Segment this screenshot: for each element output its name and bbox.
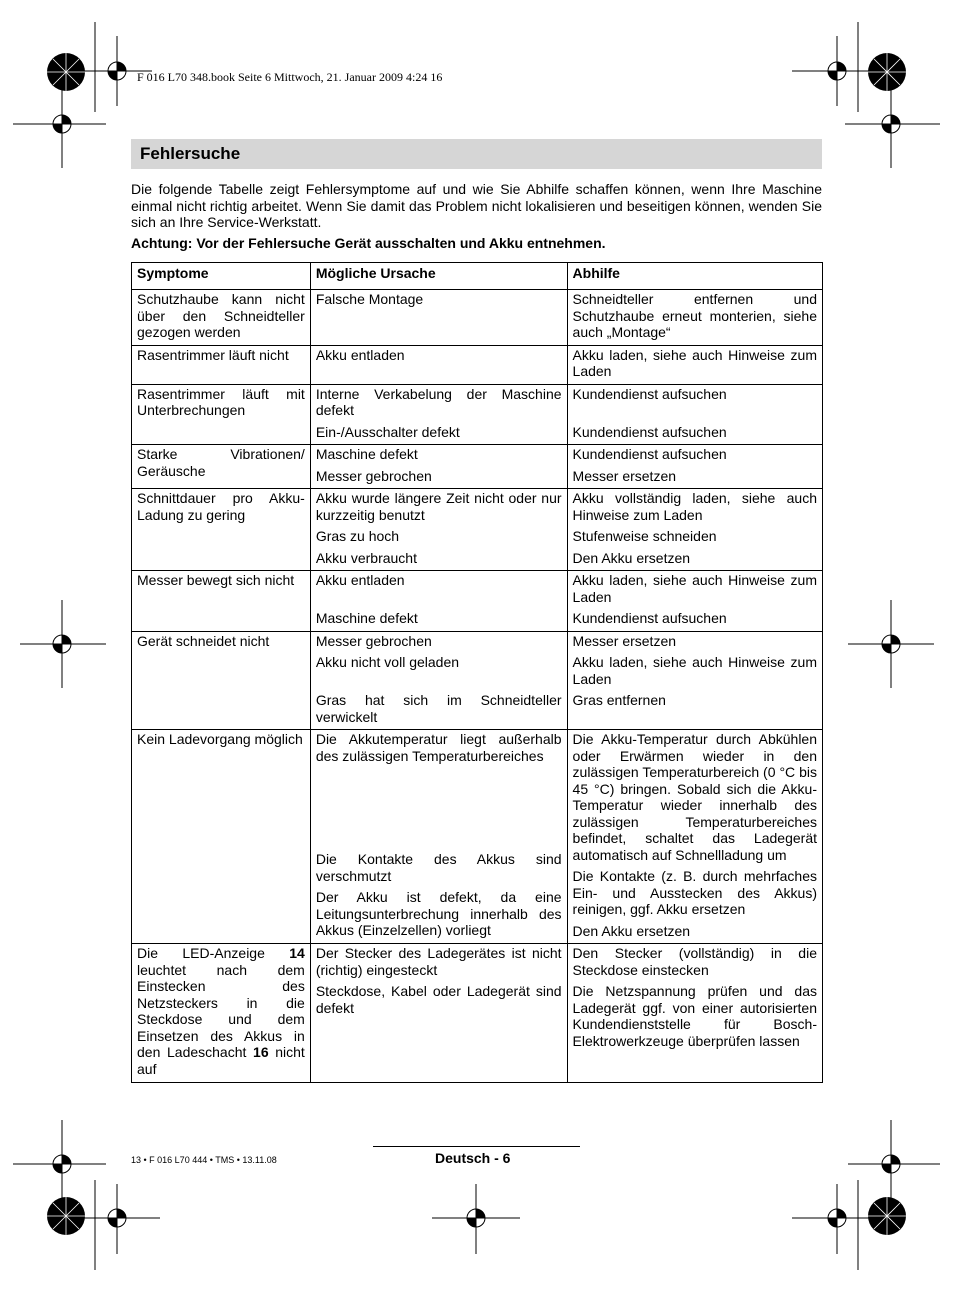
cause-cell: Die Akkutemperatur liegt außerhalb des zulässigen Temperaturbereiches: [315, 731, 562, 764]
remedy-cell: Den Akku ersetzen: [572, 549, 691, 566]
cause-cell: Falsche Montage: [315, 291, 424, 307]
table-header-row: [132, 263, 823, 290]
cause-cell: Akku wurde längere Zeit nicht oder nur kurzzeitig benutzt: [315, 490, 562, 523]
remedy-cell: Kundendienst aufsuchen: [572, 446, 727, 462]
symptom-cell: Die LED-Anzeige 14 leuchtet nach dem Einstecken des Netzsteckers in die Steckdose und dem Einsetzen des Akkus in den Ladeschacht 16 nicht auf: [137, 945, 305, 1077]
remedy-cell: Den Akku ersetzen: [572, 922, 691, 939]
remedy-cell: Akku laden, siehe auch Hinweise zum Laden: [572, 654, 817, 687]
cause-cell: Der Stecker des Ladegerätes ist nicht (richtig) eingesteckt: [315, 945, 562, 978]
remedy-cell: Die Akku-Temperatur durch Abkühlen oder Erwärmen wieder in den zulässigen Temperaturbereich (0 °C bis 45 °C) bringen. Sobald sich die Akku-Temperatur wieder innerhalb des zulässigen Temperaturbereiches befindet, schaltet das Ladegerät automatisch auf Schnellladung um: [572, 731, 817, 863]
remedy-cell: Kundendienst aufsuchen: [572, 610, 727, 626]
cause-cell: Akku verbraucht: [315, 549, 417, 566]
cause-cell: Akku entladen: [315, 346, 405, 363]
symptom-cell: Starke Vibrationen/ Geräusche: [137, 446, 305, 479]
remedy-cell: Gras entfernen: [572, 692, 666, 708]
table-row: [132, 345, 823, 384]
file-info-line: F 016 L70 348.book Seite 6 Mittwoch, 21. Januar 2009 4:24 16: [137, 70, 443, 84]
table-row: [132, 944, 823, 1083]
symptom-cell: Kein Ladevorgang möglich: [137, 731, 303, 747]
column-header-symptom: Symptome: [132, 263, 311, 290]
remedy-cell: Akku vollständig laden, siehe auch Hinweise zum Laden: [572, 490, 817, 523]
intro-paragraph: Die folgende Tabelle zeigt Fehlersymptome auf und wie Sie Abhilfe schaffen können, wenn Ihre Maschine einmal nicht richtig arbeitet. Wenn Sie damit das Problem nicht lokalisieren und beseitigen können, wenden Sie sich an Ihre Service-Werkstatt.: [131, 181, 822, 230]
remedy-cell: Kundendienst aufsuchen: [572, 423, 727, 440]
remedy-cell: Kundendienst aufsuchen: [572, 385, 727, 402]
cause-cell: Ein-/Ausschalter defekt: [315, 423, 460, 440]
symptom-cell: Gerät schneidet nicht: [137, 632, 270, 649]
remedy-cell: Akku laden, siehe auch Hinweise zum Laden: [572, 346, 817, 379]
footer-rule: [373, 1146, 580, 1147]
cause-cell: Gras hat sich im Schneidteller verwickelt: [315, 692, 562, 725]
symptom-cell: Rasentrimmer läuft nicht: [137, 346, 289, 363]
table-row: [132, 445, 823, 489]
table-row: [132, 384, 823, 445]
table-row: [132, 290, 823, 346]
cause-cell: Messer gebrochen: [315, 632, 432, 649]
remedy-cell: Schneidteller entfernen und Schutzhaube erneut monterien, siehe auch „Montage“: [572, 291, 817, 340]
remedy-cell: Den Stecker (vollständig) in die Steckdose einstecken: [572, 945, 817, 978]
remedy-cell: Die Netzspannung prüfen und das Ladegerät ggf. von einer autorisierten Kundendienststelle für Bosch-Elektrowerkzeuge überprüfen lassen: [572, 983, 817, 1049]
remedy-cell: Messer ersetzen: [572, 467, 677, 484]
cause-cell: Steckdose, Kabel oder Ladegerät sind defekt: [315, 983, 562, 1016]
table-row: [132, 489, 823, 571]
troubleshooting-table: [131, 262, 823, 1083]
section-header-bar: [131, 139, 822, 169]
doc-code: 13 • F 016 L70 444 • TMS • 13.11.08: [131, 1155, 277, 1165]
remedy-cell: Stufenweise schneiden: [572, 528, 717, 544]
cause-cell: Interne Verkabelung der Maschine defekt: [315, 385, 562, 418]
cause-cell: Der Akku ist defekt, da eine Leitungsunterbrechung innerhalb des Akkus (Einzelzellen) vorliegt: [315, 889, 562, 938]
warning-text: Achtung: Vor der Fehlersuche Gerät ausschalten und Akku entnehmen.: [131, 235, 606, 251]
cause-cell: Akku nicht voll geladen: [315, 654, 460, 670]
column-header-remedy: Abhilfe: [567, 263, 822, 290]
cause-cell: Die Kontakte des Akkus sind verschmutzt: [315, 851, 562, 884]
symptom-cell: Schnittdauer pro Akku-Ladung zu gering: [137, 490, 305, 523]
table-row: [132, 571, 823, 632]
page-number: Deutsch - 6: [435, 1150, 511, 1166]
table-row: [132, 631, 823, 730]
cause-cell: Maschine defekt: [315, 446, 418, 462]
symptom-cell: Rasentrimmer läuft mit Unterbrechungen: [137, 385, 305, 418]
table-row: [132, 730, 823, 944]
cause-cell: Gras zu hoch: [315, 528, 400, 544]
remedy-cell: Die Kontakte (z. B. durch mehrfaches Ein- und Ausstecken des Akkus) reinigen, ggf. Akku ersetzen: [572, 868, 817, 917]
remedy-cell: Messer ersetzen: [572, 632, 677, 649]
remedy-cell: Akku laden, siehe auch Hinweise zum Laden: [572, 572, 817, 605]
cause-cell: Akku entladen: [315, 572, 405, 588]
cause-cell: Maschine defekt: [315, 610, 418, 626]
symptom-cell: Messer bewegt sich nicht: [137, 572, 295, 588]
section-title: Fehlersuche: [140, 144, 241, 163]
cause-cell: Messer gebrochen: [315, 467, 432, 484]
symptom-cell: Schutzhaube kann nicht über den Schneidteller gezogen werden: [137, 291, 305, 340]
column-header-cause: Mögliche Ursache: [310, 263, 567, 290]
